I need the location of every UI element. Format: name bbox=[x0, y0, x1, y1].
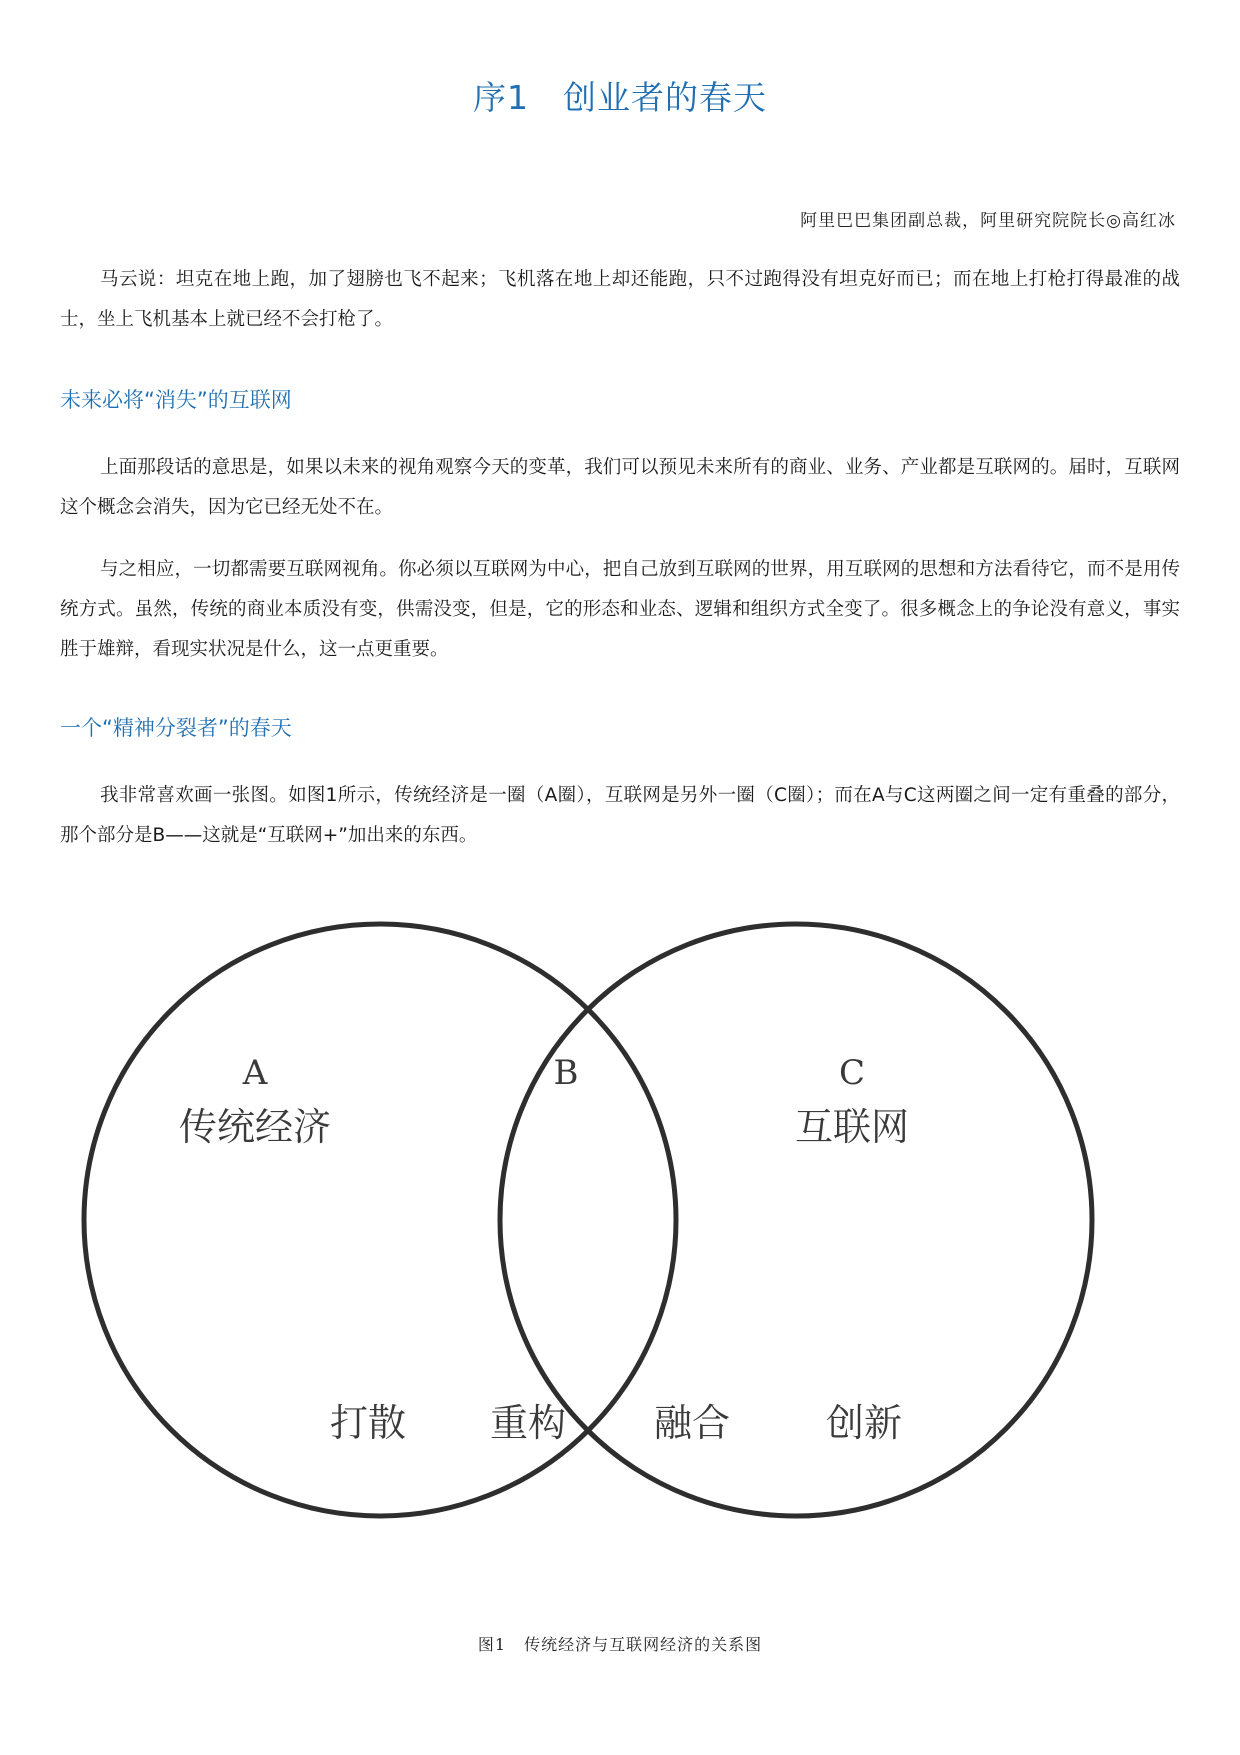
section-heading-internet-disappear: 未来必将“消失”的互联网 bbox=[60, 388, 292, 412]
paragraph-internet-perspective: 与之相应，一切都需要互联网视角。你必须以互联网为中心，把自己放到互联网的世界，用互联网的思想和方法看待它，而不是用传统方式。虽然，传统的商业本质没有变，供需没变，但是，它的形态和业态、逻辑和组织方式全变了。很多概念上的争论没有意义，事实胜于雄辩，看现实状况是什么，这一点更重要。 bbox=[60, 559, 1180, 660]
paragraph-future-view: 上面那段话的意思是，如果以未来的视角观察今天的变革，我们可以预见未来所有的商业、业务、产业都是互联网的。届时，互联网这个概念会消失，因为它已经无处不在。 bbox=[60, 457, 1180, 518]
bottom-word-dispersal: 打散 bbox=[329, 1401, 407, 1445]
circle-a-letter: A bbox=[242, 1053, 268, 1093]
page-title: 序1 创业者的春天 bbox=[473, 78, 767, 117]
bottom-word-innovate: 创新 bbox=[825, 1401, 903, 1445]
figure-number: 图1 bbox=[477, 1635, 507, 1654]
circle-a-label: 传统经济 bbox=[178, 1105, 332, 1149]
bottom-word-reconstruct: 重构 bbox=[489, 1401, 567, 1445]
section-heading-spring: 一个“精神分裂者”的春天 bbox=[60, 716, 292, 740]
paragraph-quote: 马云说：坦克在地上跑，加了翅膀也飞不起来；飞机落在地上却还能跑，只不过跑得没有坦克好而已；而在地上打枪打得最准的战士，坐上飞机基本上就已经不会打枪了。 bbox=[60, 269, 1180, 330]
paragraph-figure-intro: 我非常喜欢画一张图。如图1所示，传统经济是一圈（A圈），互联网是另外一圈（C圈）；而在A与C这两圈之间一定有重叠的部分，那个部分是B——这就是“互联网+”加出来的东西。 bbox=[60, 785, 1180, 846]
circle-c-letter: C bbox=[838, 1053, 866, 1093]
author-byline: 阿里巴巴集团副总裁，阿里研究院院长◎高红冰 bbox=[800, 211, 1176, 231]
bottom-word-integrate: 融合 bbox=[653, 1401, 731, 1445]
overlap-b-letter: B bbox=[553, 1053, 579, 1093]
figure-caption bbox=[0, 1632, 1240, 1655]
venn-diagram bbox=[60, 868, 1180, 1628]
circle-c-label: 互联网 bbox=[794, 1105, 910, 1149]
figure-caption-text: 传统经济与互联网经济的关系图 bbox=[524, 1635, 763, 1654]
venn-diagram-figure bbox=[60, 868, 1180, 1658]
